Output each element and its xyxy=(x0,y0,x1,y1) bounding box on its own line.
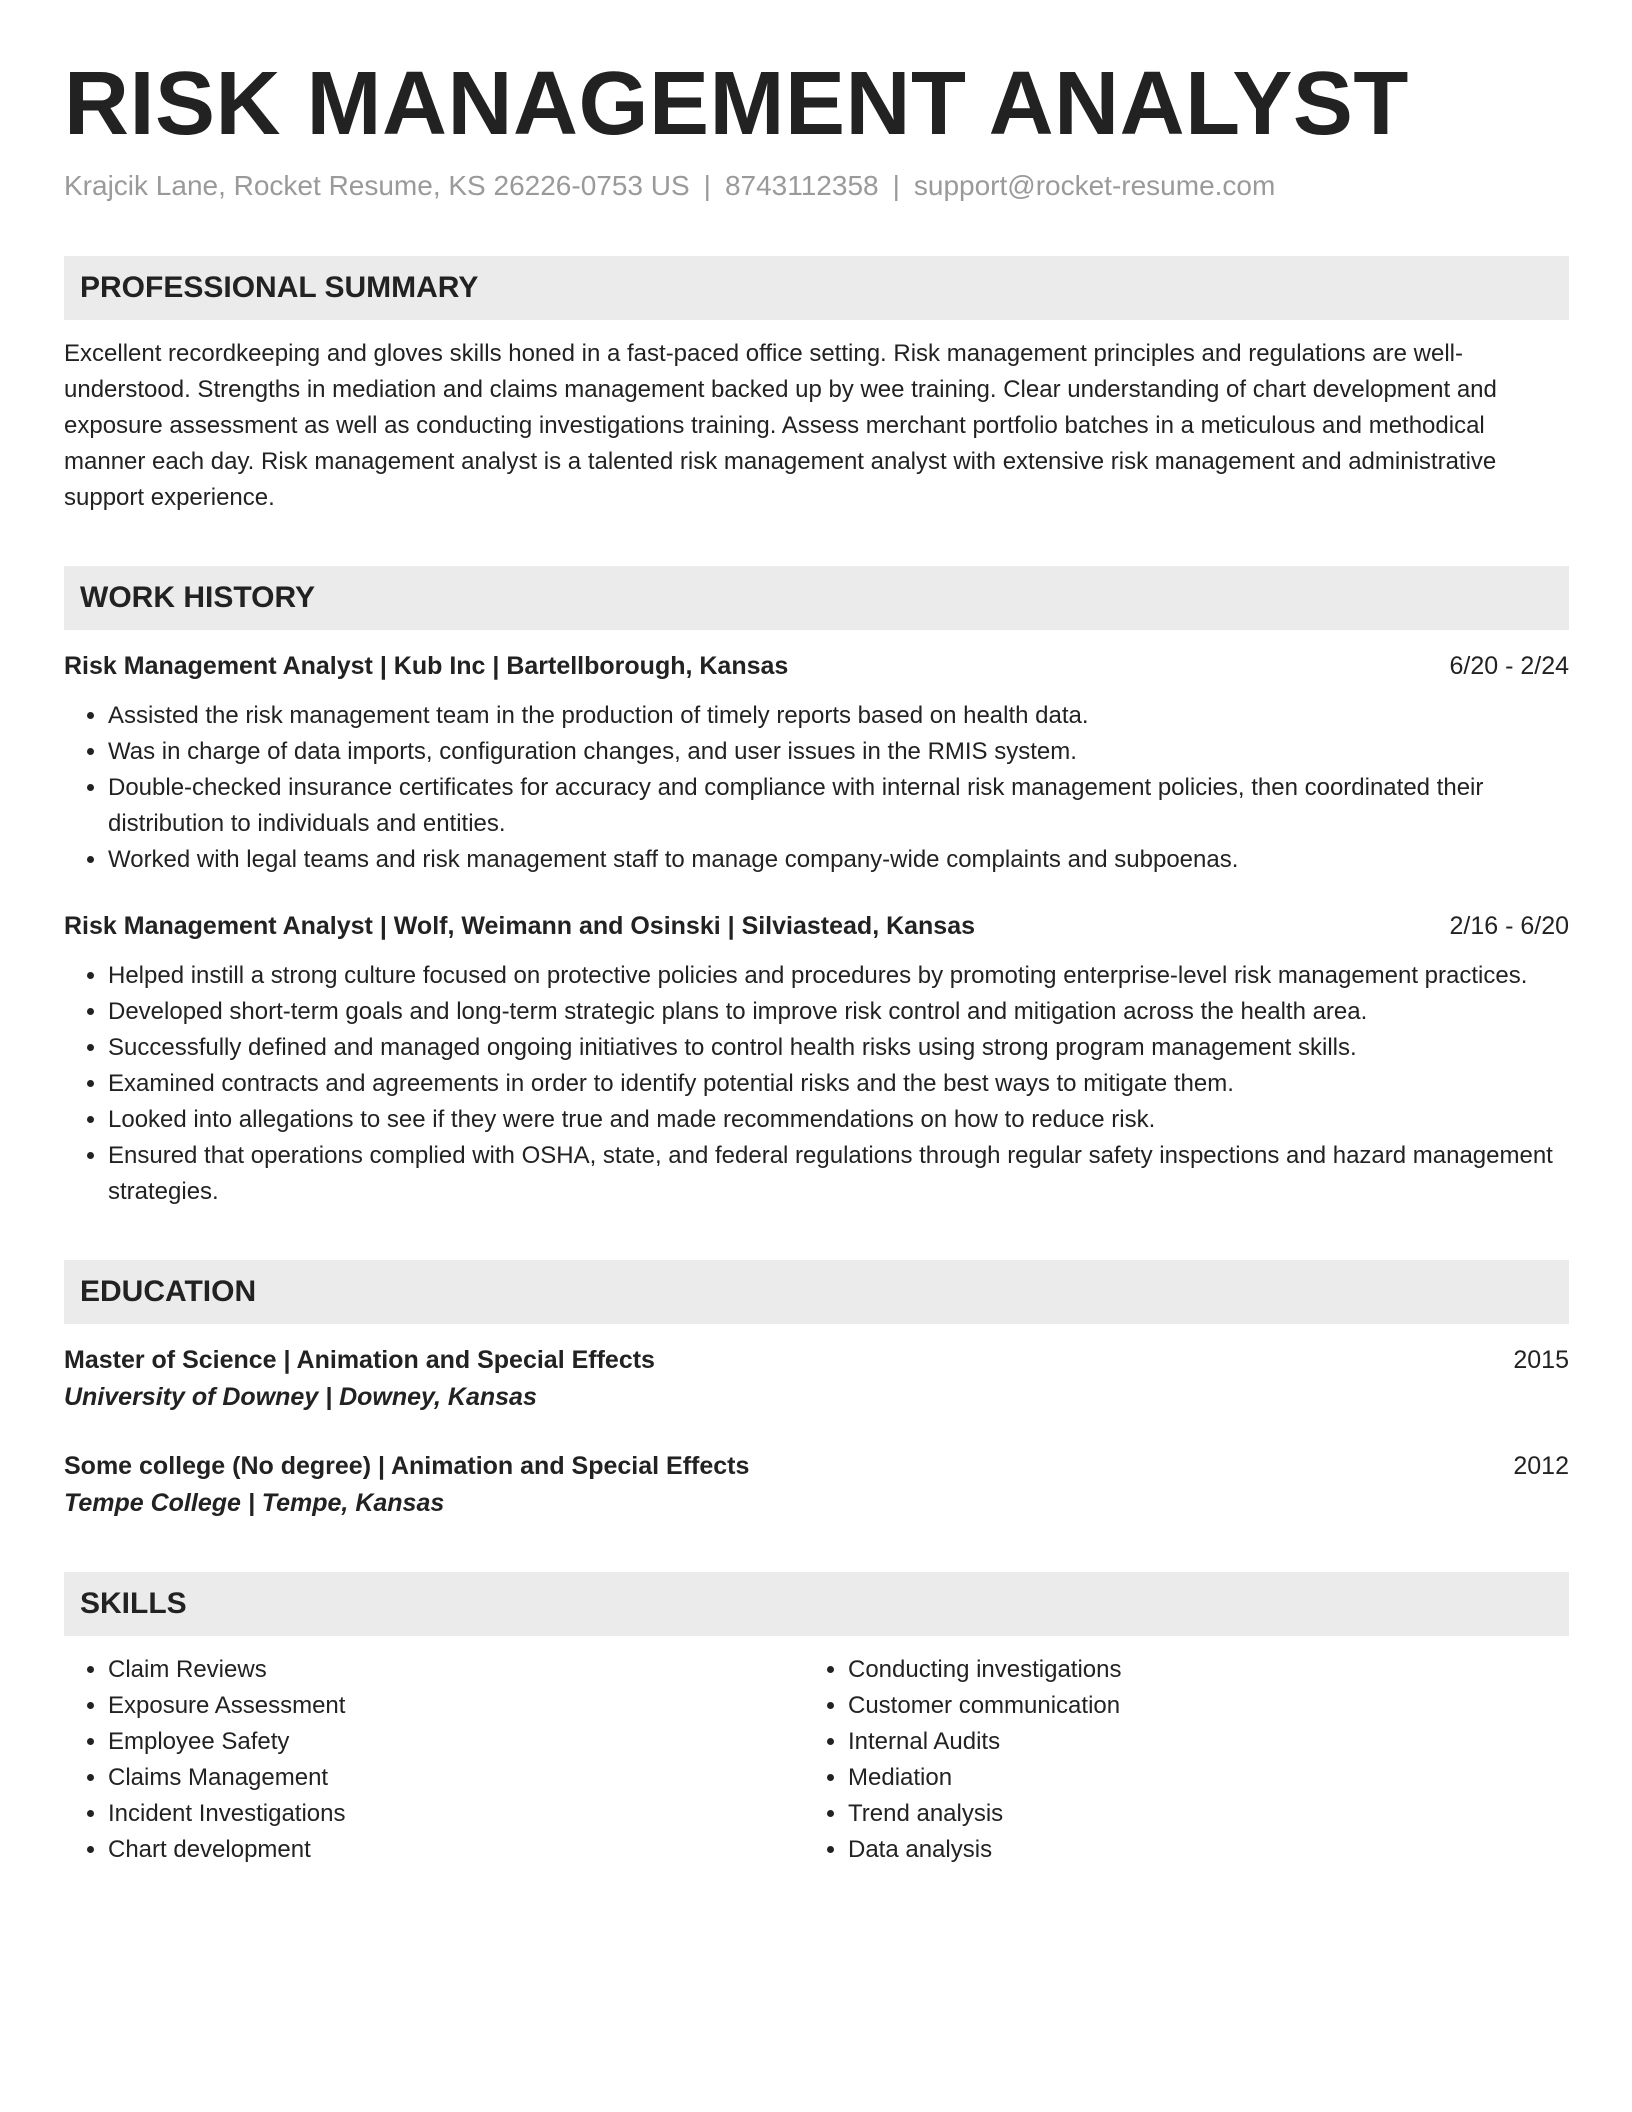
skills-list-right xyxy=(804,1652,1544,1868)
education-header xyxy=(64,1448,1569,1484)
education-school: Tempe College | Tempe, Kansas xyxy=(64,1489,445,1517)
job-dates: 2/16 - 6/20 xyxy=(1449,912,1569,940)
job-bullet: • Assisted the risk management team in the production of timely reports based on health data. xyxy=(108,698,1569,734)
job-bullet: • Ensured that operations complied with OSHA, state, and federal regulations through regular safety inspections and hazard management strategies. xyxy=(108,1138,1569,1210)
job-title: Risk Management Analyst | Wolf, Weimann and Osinski | Silviastead, Kansas xyxy=(64,912,976,940)
summary-text: Excellent recordkeeping and gloves skills honed in a fast-paced office setting. Risk management principles and regulations are well-understood. Strengths in mediation and claims management backed up by wee training. Clear understanding of chart development and exposure assessment as well as conducting investigations training. Assess merchant portfolio batches in a meticulous and methodical manner each day. Risk management analyst is a talented risk management analyst with extensive risk management and administrative support experience. xyxy=(64,340,1497,511)
skill-item: • Chart development xyxy=(108,1832,804,1868)
job-bullet: • Looked into allegations to see if they were true and made recommendations on how to reduce risk. xyxy=(108,1102,1569,1138)
job-header xyxy=(64,648,1569,684)
skill-item: • Mediation xyxy=(848,1760,1544,1796)
skills-list-left xyxy=(64,1652,804,1868)
job-header xyxy=(64,908,1569,944)
job-entry xyxy=(64,908,1569,1210)
section-header-summary: PROFESSIONAL SUMMARY xyxy=(64,256,1569,320)
job-entry xyxy=(64,648,1569,878)
job-bullets xyxy=(64,698,1569,878)
section-header-education: EDUCATION xyxy=(64,1260,1569,1324)
job-bullet: • Was in charge of data imports, configuration changes, and user issues in the RMIS system. xyxy=(108,734,1569,770)
skill-item: • Employee Safety xyxy=(108,1724,804,1760)
skills-columns xyxy=(64,1652,1569,1868)
skill-item: • Conducting investigations xyxy=(848,1652,1544,1688)
job-dates: 6/20 - 2/24 xyxy=(1449,652,1569,680)
skill-item: • Trend analysis xyxy=(848,1796,1544,1832)
job-bullet: • Double-checked insurance certificates for accuracy and compliance with internal risk management policies, then coordinated their distribution to individuals and entities. xyxy=(108,770,1569,842)
contact-separator: | xyxy=(703,170,711,201)
education-entry xyxy=(64,1448,1569,1522)
contact-phone: 8743112358 xyxy=(724,170,879,201)
education-year: 2015 xyxy=(1513,1346,1569,1374)
section-header-skills: SKILLS xyxy=(64,1572,1569,1636)
education-degree: Some college (No degree) | Animation and Special Effects xyxy=(64,1452,750,1480)
education-year: 2012 xyxy=(1513,1452,1569,1480)
skill-item: • Customer communication xyxy=(848,1688,1544,1724)
section-header-work-history: WORK HISTORY xyxy=(64,566,1569,630)
education-school: University of Downey | Downey, Kansas xyxy=(64,1383,537,1411)
education-header xyxy=(64,1342,1569,1378)
skill-item: • Internal Audits xyxy=(848,1724,1544,1760)
contact-line xyxy=(64,166,1569,206)
contact-email: support@rocket-resume.com xyxy=(913,170,1276,201)
skill-item: • Exposure Assessment xyxy=(108,1688,804,1724)
skill-item: • Data analysis xyxy=(848,1832,1544,1868)
job-bullet: • Helped instill a strong culture focused on protective policies and procedures by promoting enterprise-level risk management practices. xyxy=(108,958,1569,994)
education-entry xyxy=(64,1342,1569,1416)
resume-name: RISK MANAGEMENT ANALYST xyxy=(64,54,1409,154)
contact-separator: | xyxy=(892,170,900,201)
job-title: Risk Management Analyst | Kub Inc | Bartellborough, Kansas xyxy=(64,652,789,680)
education-degree: Master of Science | Animation and Special Effects xyxy=(64,1346,655,1374)
skill-item: • Claims Management xyxy=(108,1760,804,1796)
job-bullet: • Worked with legal teams and risk management staff to manage company-wide complaints and subpoenas. xyxy=(108,842,1569,878)
job-bullet: • Examined contracts and agreements in order to identify potential risks and the best ways to mitigate them. xyxy=(108,1066,1569,1102)
job-bullet: • Successfully defined and managed ongoing initiatives to control health risks using strong program management skills. xyxy=(108,1030,1569,1066)
contact-address: Krajcik Lane, Rocket Resume, KS 26226-0753 US xyxy=(64,170,690,201)
job-bullet: • Developed short-term goals and long-term strategic plans to improve risk control and mitigation across the health area. xyxy=(108,994,1569,1030)
skill-item: • Incident Investigations xyxy=(108,1796,804,1832)
skill-item: • Claim Reviews xyxy=(108,1652,804,1688)
job-bullets xyxy=(64,958,1569,1210)
